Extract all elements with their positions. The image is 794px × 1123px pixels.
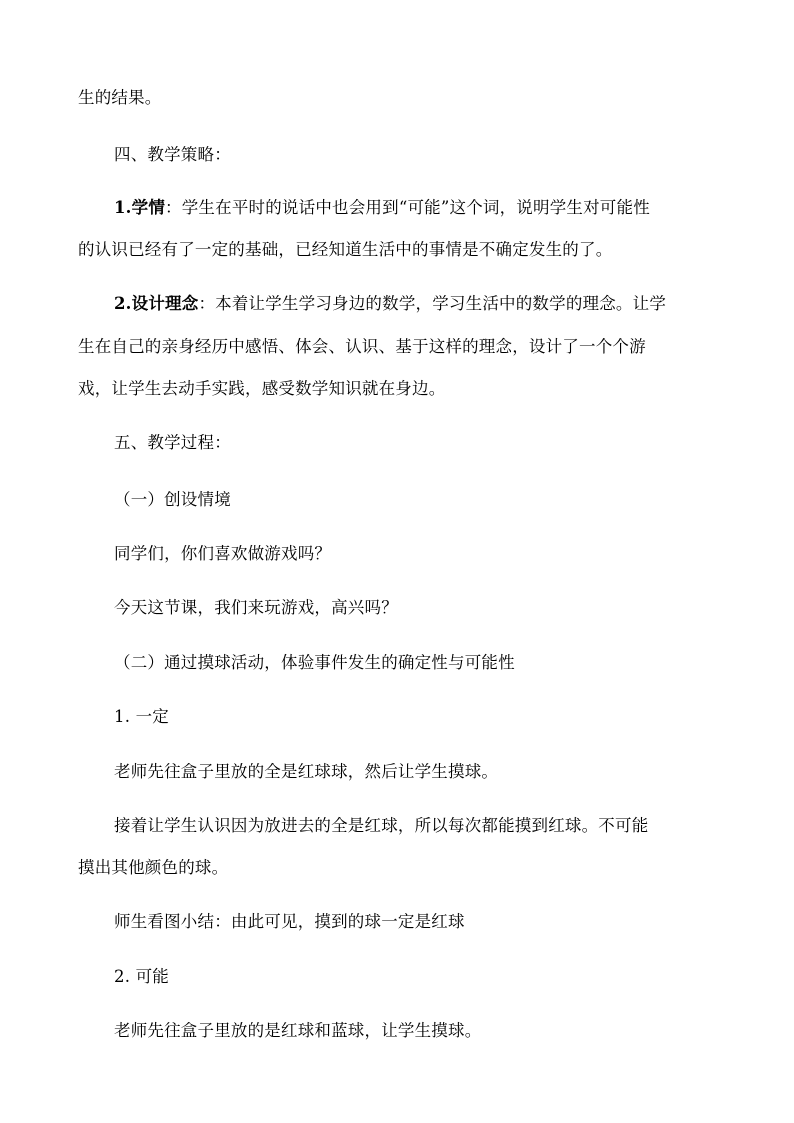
paragraph-continuation: 生的结果。 [78, 88, 162, 107]
paragraph-certain-2: 接着让学生认识因为放进去的全是红球，所以每次都能摸到红球。不可能 [114, 816, 649, 835]
item-heading-possible: 2. 可能 [114, 967, 169, 986]
section-heading-strategy: 四、教学策略： [114, 145, 231, 164]
paragraph-question-2: 今天这节课，我们来玩游戏，高兴吗？ [114, 598, 398, 617]
subsection-heading-scenario: （一）创设情境 [114, 490, 231, 509]
item-heading-certain: 1. 一定 [114, 707, 169, 726]
paragraph-design-concept [114, 294, 728, 314]
paragraph-possible-1: 老师先往盒子里放的是红球和蓝球，让学生摸球。 [114, 1021, 482, 1040]
learning-situation-label: 1.学情 [114, 198, 166, 217]
paragraph-certain-2-line-2: 摸出其他颜色的球。 [78, 858, 229, 877]
paragraph-summary: 师生看图小结：由此可见，摸到的球一定是红球 [114, 912, 465, 931]
paragraph-question-1: 同学们，你们喜欢做游戏吗？ [114, 544, 332, 563]
learning-situation-text: ：学生在平时的说话中也会用到“可能”这个词，说明学生对可能性 [165, 198, 650, 217]
paragraph-learning-situation-line-2: 的认识已经有了一定的基础，已经知道生活中的事情是不确定发生的了。 [78, 240, 613, 259]
subsection-heading-activity: （二）通过摸球活动，体验事件发生的确定性与可能性 [114, 653, 515, 672]
design-concept-label: 2.设计理念 [114, 294, 199, 313]
section-heading-process: 五、教学过程： [114, 433, 231, 452]
paragraph-design-concept-line-2: 生在自己的亲身经历中感悟、体会、认识、基于这样的理念，设计了一个个游 [78, 337, 646, 356]
paragraph-learning-situation [114, 198, 728, 218]
paragraph-certain-1: 老师先往盒子里放的全是红球球，然后让学生摸球。 [114, 762, 499, 781]
paragraph-design-concept-line-3: 戏，让学生去动手实践，感受数学知识就在身边。 [78, 379, 446, 398]
design-concept-text: ：本着让学生学习身边的数学，学习生活中的数学的理念。让学 [198, 294, 667, 313]
